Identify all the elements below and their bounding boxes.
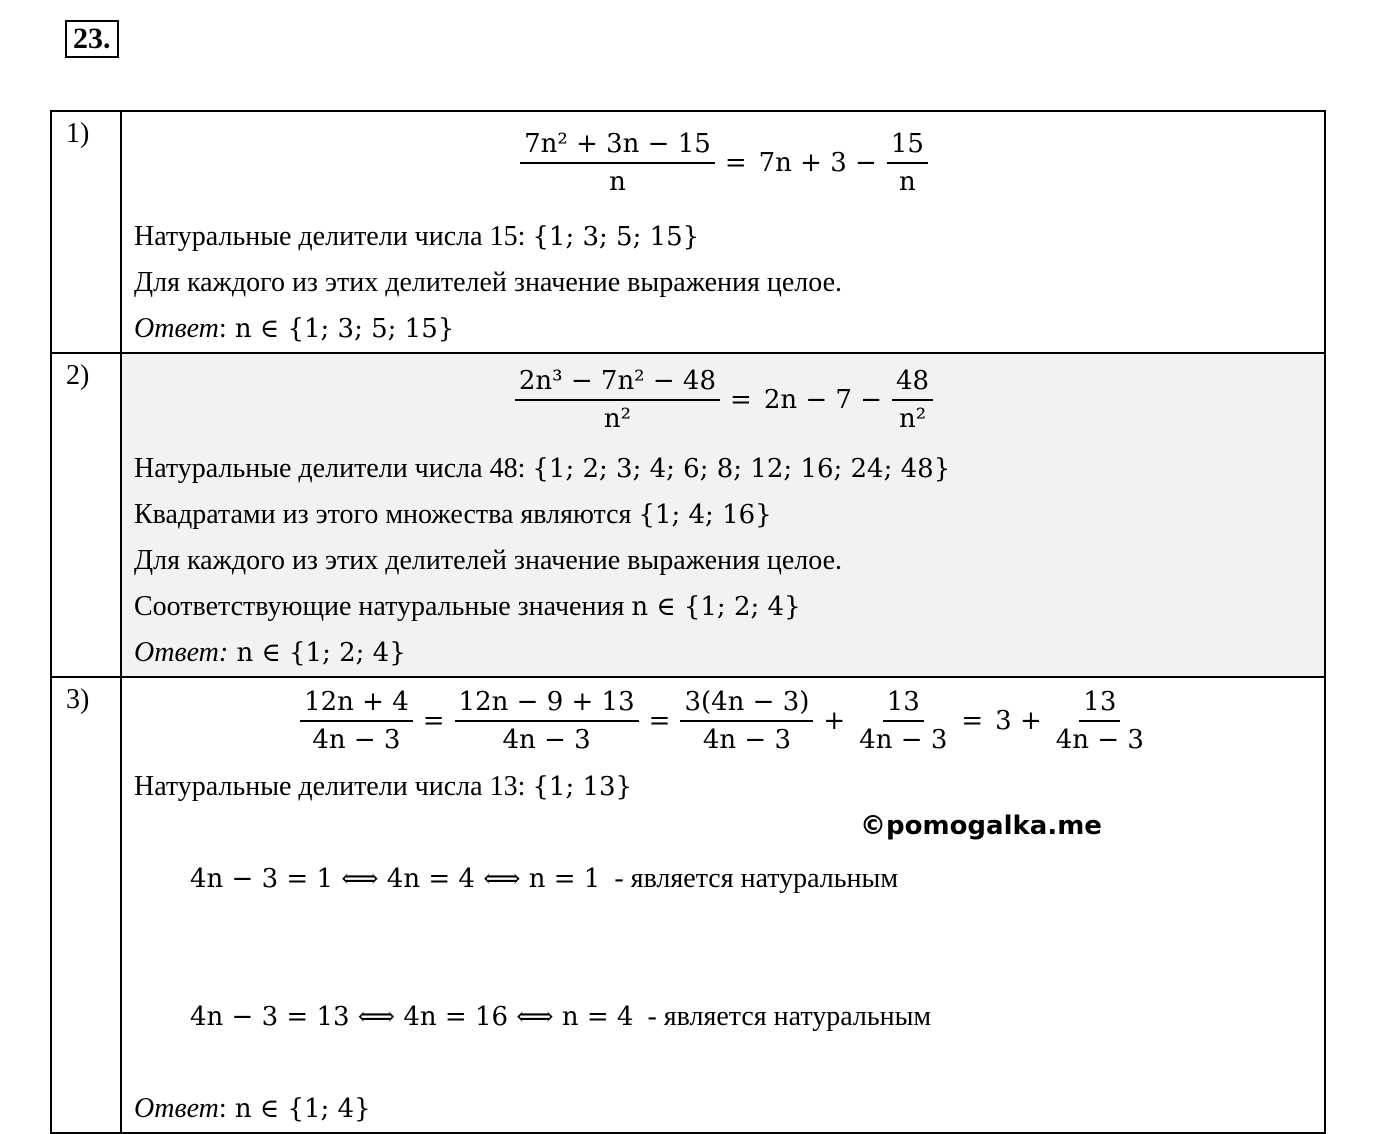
formula — [134, 678, 1314, 764]
fraction — [520, 126, 715, 200]
case-text: - является натуральным — [633, 1001, 932, 1032]
expression: 3 + — [995, 706, 1042, 736]
fraction — [680, 684, 813, 758]
row-body — [121, 353, 1325, 677]
numerator: 7n² + 3n − 15 — [520, 126, 715, 164]
values-set: n ∈ {1; 2; 4} — [631, 592, 801, 622]
equals-sign: = — [648, 706, 671, 736]
divisors-line — [134, 764, 1314, 810]
formula — [134, 354, 1314, 446]
solution-row-1 — [51, 111, 1325, 353]
squares-set: {1; 4; 16} — [638, 500, 772, 530]
case-line-2 — [134, 948, 1314, 1086]
equals-sign: = — [961, 706, 984, 736]
numerator: 12n − 9 + 13 — [455, 684, 639, 722]
answer-label: Ответ — [134, 1093, 219, 1124]
equals-sign: = — [422, 706, 445, 736]
denominator: 4n − 3 — [859, 725, 948, 755]
answer-sep: : — [218, 637, 229, 668]
answer-expr: n ∈ {1; 3; 5; 15} — [226, 314, 455, 344]
fraction — [455, 684, 639, 758]
problem-number: 23. — [65, 20, 119, 58]
expression: 7n + 3 − — [758, 148, 877, 178]
equals-sign: = — [724, 148, 747, 178]
equals-sign: = — [730, 385, 752, 415]
divisors-set: {1; 3; 5; 15} — [532, 222, 700, 252]
values-text: Соответствующие натуральные значения — [134, 591, 632, 622]
case-text: - является натуральным — [600, 863, 899, 894]
answer-line — [134, 1086, 1314, 1132]
answer-sep: : — [218, 313, 227, 344]
numerator: 48 — [892, 363, 933, 401]
numerator: 2n³ − 7n² − 48 — [515, 363, 720, 401]
case-math: 4n − 3 = 13 ⟺ 4n = 16 ⟺ n = 4 — [190, 1002, 634, 1032]
divisors-line — [134, 446, 1314, 492]
denominator: n² — [898, 404, 927, 434]
denominator: 4n − 3 — [502, 725, 591, 755]
row-body — [121, 111, 1325, 353]
values-line — [134, 584, 1314, 630]
answer-label: Ответ — [134, 313, 219, 344]
solution-row-3 — [51, 677, 1325, 1133]
numerator: 3(4n − 3) — [680, 684, 813, 722]
row-label: 2) — [51, 353, 121, 677]
numerator: 13 — [1079, 684, 1120, 722]
fraction — [300, 684, 413, 758]
expression: 2n − 7 − — [763, 385, 883, 415]
plus-sign: + — [823, 706, 846, 736]
answer-label: Ответ — [134, 637, 219, 668]
fraction — [855, 684, 951, 758]
fraction — [515, 363, 720, 437]
divisors-set: {1; 2; 3; 4; 6; 8; 12; 16; 24; 48} — [532, 454, 951, 484]
divisors-text: Натуральные делители числа 48: — [134, 453, 533, 484]
integer-line: Для каждого из этих делителей значение выражения целое. — [134, 267, 843, 298]
divisors-text: Натуральные делители числа 15: — [134, 221, 533, 252]
row-label: 3) — [51, 677, 121, 1133]
squares-line — [134, 492, 1314, 538]
denominator: 4n − 3 — [702, 725, 791, 755]
answer-expr: n ∈ {1; 4} — [226, 1094, 371, 1124]
case-line-1 — [134, 810, 1314, 948]
row-body — [121, 677, 1325, 1133]
denominator: 4n − 3 — [312, 725, 401, 755]
answer-line — [134, 306, 1314, 352]
numerator: 13 — [883, 684, 924, 722]
fraction — [892, 363, 933, 437]
squares-text: Квадратами из этого множества являются — [134, 499, 639, 530]
solution-table — [50, 110, 1326, 1134]
integer-line: Для каждого из этих делителей значение выражения целое. — [134, 545, 843, 576]
answer-expr: n ∈ {1; 2; 4} — [228, 638, 406, 668]
watermark: ©pomogalka.me — [860, 811, 1102, 841]
denominator: n — [609, 167, 626, 197]
divisors-set: {1; 13} — [532, 772, 633, 802]
fraction — [887, 126, 928, 200]
answer-sep: : — [218, 1093, 227, 1124]
denominator: n² — [603, 404, 632, 434]
divisors-line — [134, 214, 1314, 260]
answer-line — [134, 630, 1314, 676]
formula — [134, 112, 1314, 214]
solution-row-2 — [51, 353, 1325, 677]
divisors-text: Натуральные делители числа 13: — [134, 771, 533, 802]
numerator: 15 — [887, 126, 928, 164]
case-math: 4n − 3 = 1 ⟺ 4n = 4 ⟺ n = 1 — [190, 864, 601, 894]
fraction — [1052, 684, 1148, 758]
denominator: 4n − 3 — [1055, 725, 1144, 755]
row-label: 1) — [51, 111, 121, 353]
denominator: n — [898, 167, 916, 197]
numerator: 12n + 4 — [300, 684, 413, 722]
